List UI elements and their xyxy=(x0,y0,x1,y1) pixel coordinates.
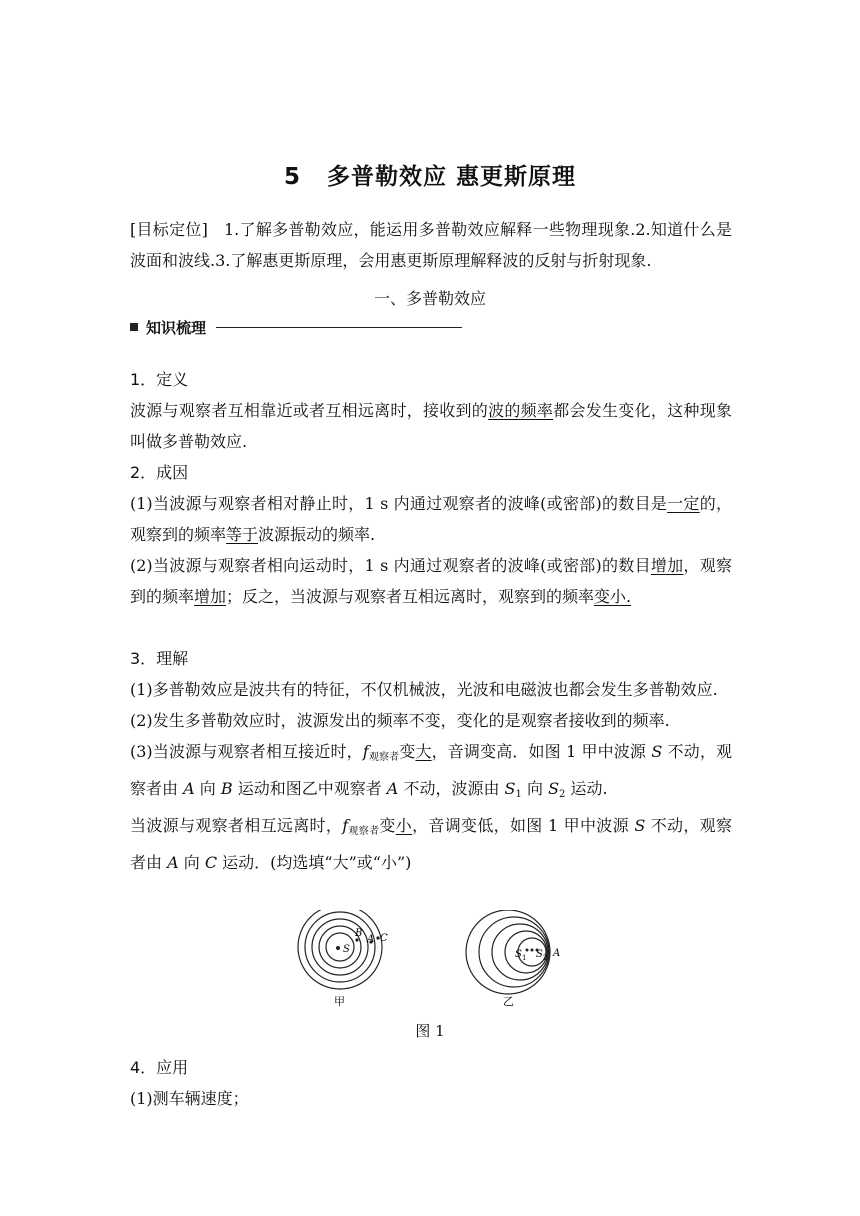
cause-paragraph-2 xyxy=(130,550,732,612)
symbol-S: S xyxy=(634,816,646,835)
understanding-p4 xyxy=(130,810,732,878)
symbol-S: S xyxy=(548,779,560,798)
text-run: (1)当波源与观察者相对静止时，1 s 内通过观察者的波峰(或密部)的数目是 xyxy=(130,494,668,513)
text-run: 波源与观察者互相靠近或者互相远离时，接收到的 xyxy=(130,401,489,420)
text-run: 运动. xyxy=(565,779,608,798)
label-jia: 甲 xyxy=(334,995,345,1008)
symbol-A: A xyxy=(386,779,399,798)
symbol-S: S xyxy=(651,742,663,761)
label-B: B xyxy=(355,928,363,939)
heading-application: 4．应用 xyxy=(130,1058,189,1077)
answer-increase-2: 增加 xyxy=(194,587,227,606)
wave-circle xyxy=(305,912,375,982)
concentric-waves xyxy=(298,910,382,989)
symbol-C: C xyxy=(204,853,218,872)
text-run: 运动．(均选填“大”或“小”) xyxy=(217,853,412,872)
text-run: ，音调变低，如图 1 甲中波源 xyxy=(412,816,635,835)
section-application xyxy=(130,1052,732,1114)
label-yi: 乙 xyxy=(503,995,514,1008)
label-S2-sub: 2 xyxy=(543,954,548,962)
label-S: S xyxy=(343,944,350,955)
source-point-S1 xyxy=(526,949,529,952)
square-bullet-icon xyxy=(130,323,138,331)
heading-cause: 2．成因 xyxy=(130,463,189,482)
header-rule xyxy=(216,327,462,328)
text-run: 当波源与观察者相互远离时， xyxy=(130,816,343,835)
title-number: 5 xyxy=(283,164,301,190)
text-run: ，音调变高．如图 1 甲中波源 xyxy=(431,742,652,761)
answer-increase: 增加 xyxy=(650,556,684,575)
text-run: 不动，波源由 xyxy=(398,779,505,798)
label-S2: S xyxy=(536,949,543,960)
section-title: 一、多普勒效应 xyxy=(373,289,486,308)
label-A2: A xyxy=(553,948,561,959)
label-S1-sub: 1 xyxy=(522,954,527,962)
title-text: 多普勒效应 惠更斯原理 xyxy=(327,164,577,190)
figure-caption: 图 1 xyxy=(415,1022,445,1040)
text-run: 都会发生变化，这种现象叫做多普勒效应. xyxy=(130,401,732,451)
definition-paragraph xyxy=(130,395,732,457)
text-run: (2)当波源与观察者相向运动时，1 s 内通过观察者的波峰(或密部)的数目 xyxy=(130,556,651,575)
answer-small: 小 xyxy=(395,816,413,835)
text-run: 变 xyxy=(399,742,416,761)
text-run: 向 xyxy=(521,779,549,798)
page-title xyxy=(0,158,860,191)
text-run: 向 xyxy=(194,779,221,798)
heading-definition: 1．定义 xyxy=(130,370,189,389)
text-run: 变 xyxy=(379,816,396,835)
answer-constant: 一定 xyxy=(667,494,700,513)
symbol-A: A xyxy=(167,853,179,872)
text-run: 运动和图乙中观察者 xyxy=(232,779,387,798)
objective-paragraph xyxy=(130,214,732,276)
knowledge-header-label: 知识梳理 xyxy=(146,318,207,337)
section-understanding xyxy=(130,643,732,878)
wave-circle xyxy=(298,910,382,989)
text-run: 不动，观察者由 xyxy=(130,816,732,872)
text-run: ，观察到的频率 xyxy=(130,556,732,606)
label-A: A xyxy=(367,934,375,945)
cause-paragraph-1 xyxy=(130,488,732,550)
symbol-A: A xyxy=(183,779,195,798)
answer-equal: 等于 xyxy=(226,525,259,544)
objective-label: [目标定位] xyxy=(130,220,208,239)
symbol-f-sub: 观察者 xyxy=(368,752,400,763)
text-run: 不动，观察者由 xyxy=(130,742,732,798)
section-definition xyxy=(130,364,732,457)
text-run: 向 xyxy=(178,853,205,872)
understanding-p1: (1)多普勒效应是波共有的特征，不仅机械波，光波和电磁波也都会发生多普勒效应. xyxy=(130,680,718,699)
application-p1: (1)测车辆速度； xyxy=(130,1089,249,1108)
figure-1 xyxy=(0,910,860,1015)
answer-decrease: 变小. xyxy=(594,587,632,606)
source-point-S xyxy=(336,946,340,950)
knowledge-header xyxy=(130,316,462,338)
section-cause xyxy=(130,457,732,612)
text-run: 波源振动的频率. xyxy=(258,525,376,544)
label-C: C xyxy=(380,933,388,944)
heading-understanding: 3．理解 xyxy=(130,649,189,668)
text-run: ；反之，当波源与观察者互相远离时，观察到的频率 xyxy=(226,587,595,606)
source-point-mid xyxy=(531,949,534,952)
symbol-sub: 1 xyxy=(515,789,522,800)
symbol-f: f xyxy=(342,816,349,835)
figure-1-svg xyxy=(0,910,860,1015)
text-run: 的，观察到的频率 xyxy=(130,494,732,544)
answer-big: 大 xyxy=(415,742,432,761)
symbol-sub: 2 xyxy=(559,789,566,800)
label-S1: S xyxy=(515,949,522,960)
text-run: (3)当波源与观察者相互接近时， xyxy=(130,742,363,761)
symbol-f-sub: 观察者 xyxy=(348,826,380,837)
understanding-p3 xyxy=(130,736,732,810)
symbol-f: f xyxy=(362,742,369,761)
symbol-S: S xyxy=(504,779,516,798)
understanding-p2: (2)发生多普勒效应时，波源发出的频率不变，变化的是观察者接收到的频率. xyxy=(130,711,670,730)
answer-wave-frequency: 波的频率 xyxy=(488,401,554,420)
objective-text: 1.了解多普勒效应，能运用多普勒效应解释一些物理现象.2.知道什么是波面和波线.3.了解惠更斯原理，会用惠更斯原理解释波的反射与折射现象. xyxy=(130,220,732,270)
symbol-B: B xyxy=(220,779,233,798)
